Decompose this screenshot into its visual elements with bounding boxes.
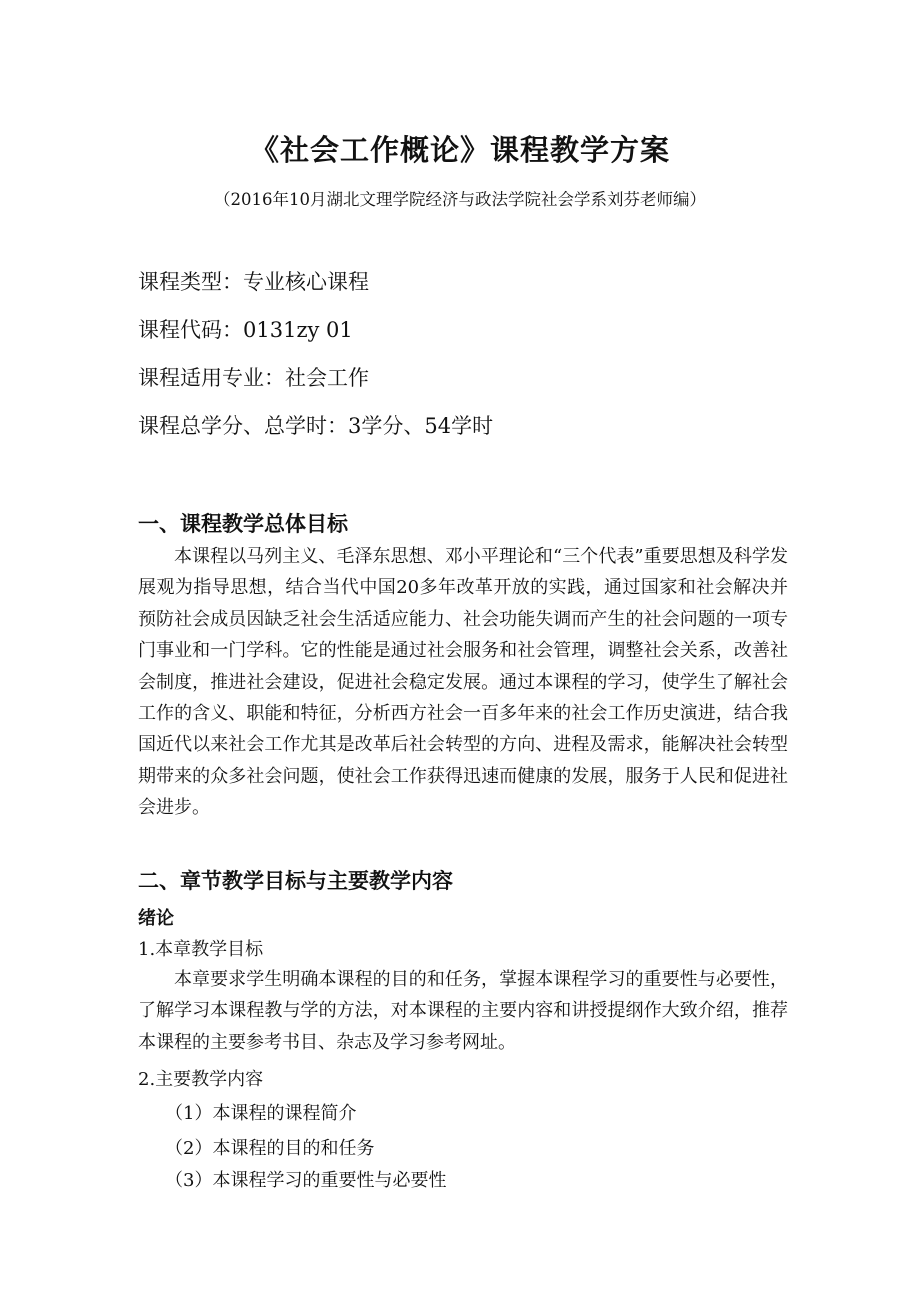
chapter-goal-label: 1.本章教学目标 — [138, 939, 264, 960]
content-item: （2）本课程的目的和任务 — [165, 1138, 375, 1159]
chapter-content-label: 2.主要教学内容 — [138, 1069, 264, 1090]
course-code: 课程代码：0131zy 01 — [138, 318, 353, 342]
course-major: 课程适用专业：社会工作 — [138, 366, 369, 390]
chapter-title: 绪论 — [138, 908, 174, 929]
document-subtitle: （2016年10月湖北文理学院经济与政法学院社会学系刘芬老师编） — [214, 190, 706, 209]
section1-heading: 一、课程教学总体目标 — [138, 511, 348, 536]
course-type: 课程类型：专业核心课程 — [138, 270, 369, 294]
chapter-goal-paragraph: 本章要求学生明确本课程的目的和任务，掌握本课程学习的重要性与必要性，了解学习本课程教与学的方法，对本课程的主要内容和讲授提纲作大致介绍，推荐本课程的主要参考书目、杂志及学习参考网址。 — [138, 969, 788, 1053]
content-item: （3）本课程学习的重要性与必要性 — [165, 1170, 447, 1191]
document-title: 《社会工作概论》课程教学方案 — [249, 133, 670, 167]
section2-heading: 二、章节教学目标与主要教学内容 — [138, 868, 453, 893]
content-item: （1）本课程的课程简介 — [165, 1103, 357, 1124]
section1-paragraph: 本课程以马列主义、毛泽东思想、邓小平理论和“三个代表”重要思想及科学发展观为指导思想，结合当代中国20多年改革开放的实践，通过国家和社会解决并预防社会成员因缺乏社会生活适应能力、社会功能失调而产生的社会问题的一项专门事业和一门学科。它的性能是通过社会服务和社会管理，调整社会关系，改善社会制度，推进社会建设，促进社会稳定发展。通过本课程的学习，使学生了解社会工作的含义、职能和特征，分析西方社会一百多年来的社会工作历史演进，结合我国近代以来社会工作尤其是改革后社会转型的方向、进程及需求，能解决社会转型期带来的众多社会问题，使社会工作获得迅速而健康的发展，服务于人民和促进社会进步。 — [138, 546, 788, 819]
course-credits-hours: 课程总学分、总学时：3学分、54学时 — [138, 414, 494, 438]
